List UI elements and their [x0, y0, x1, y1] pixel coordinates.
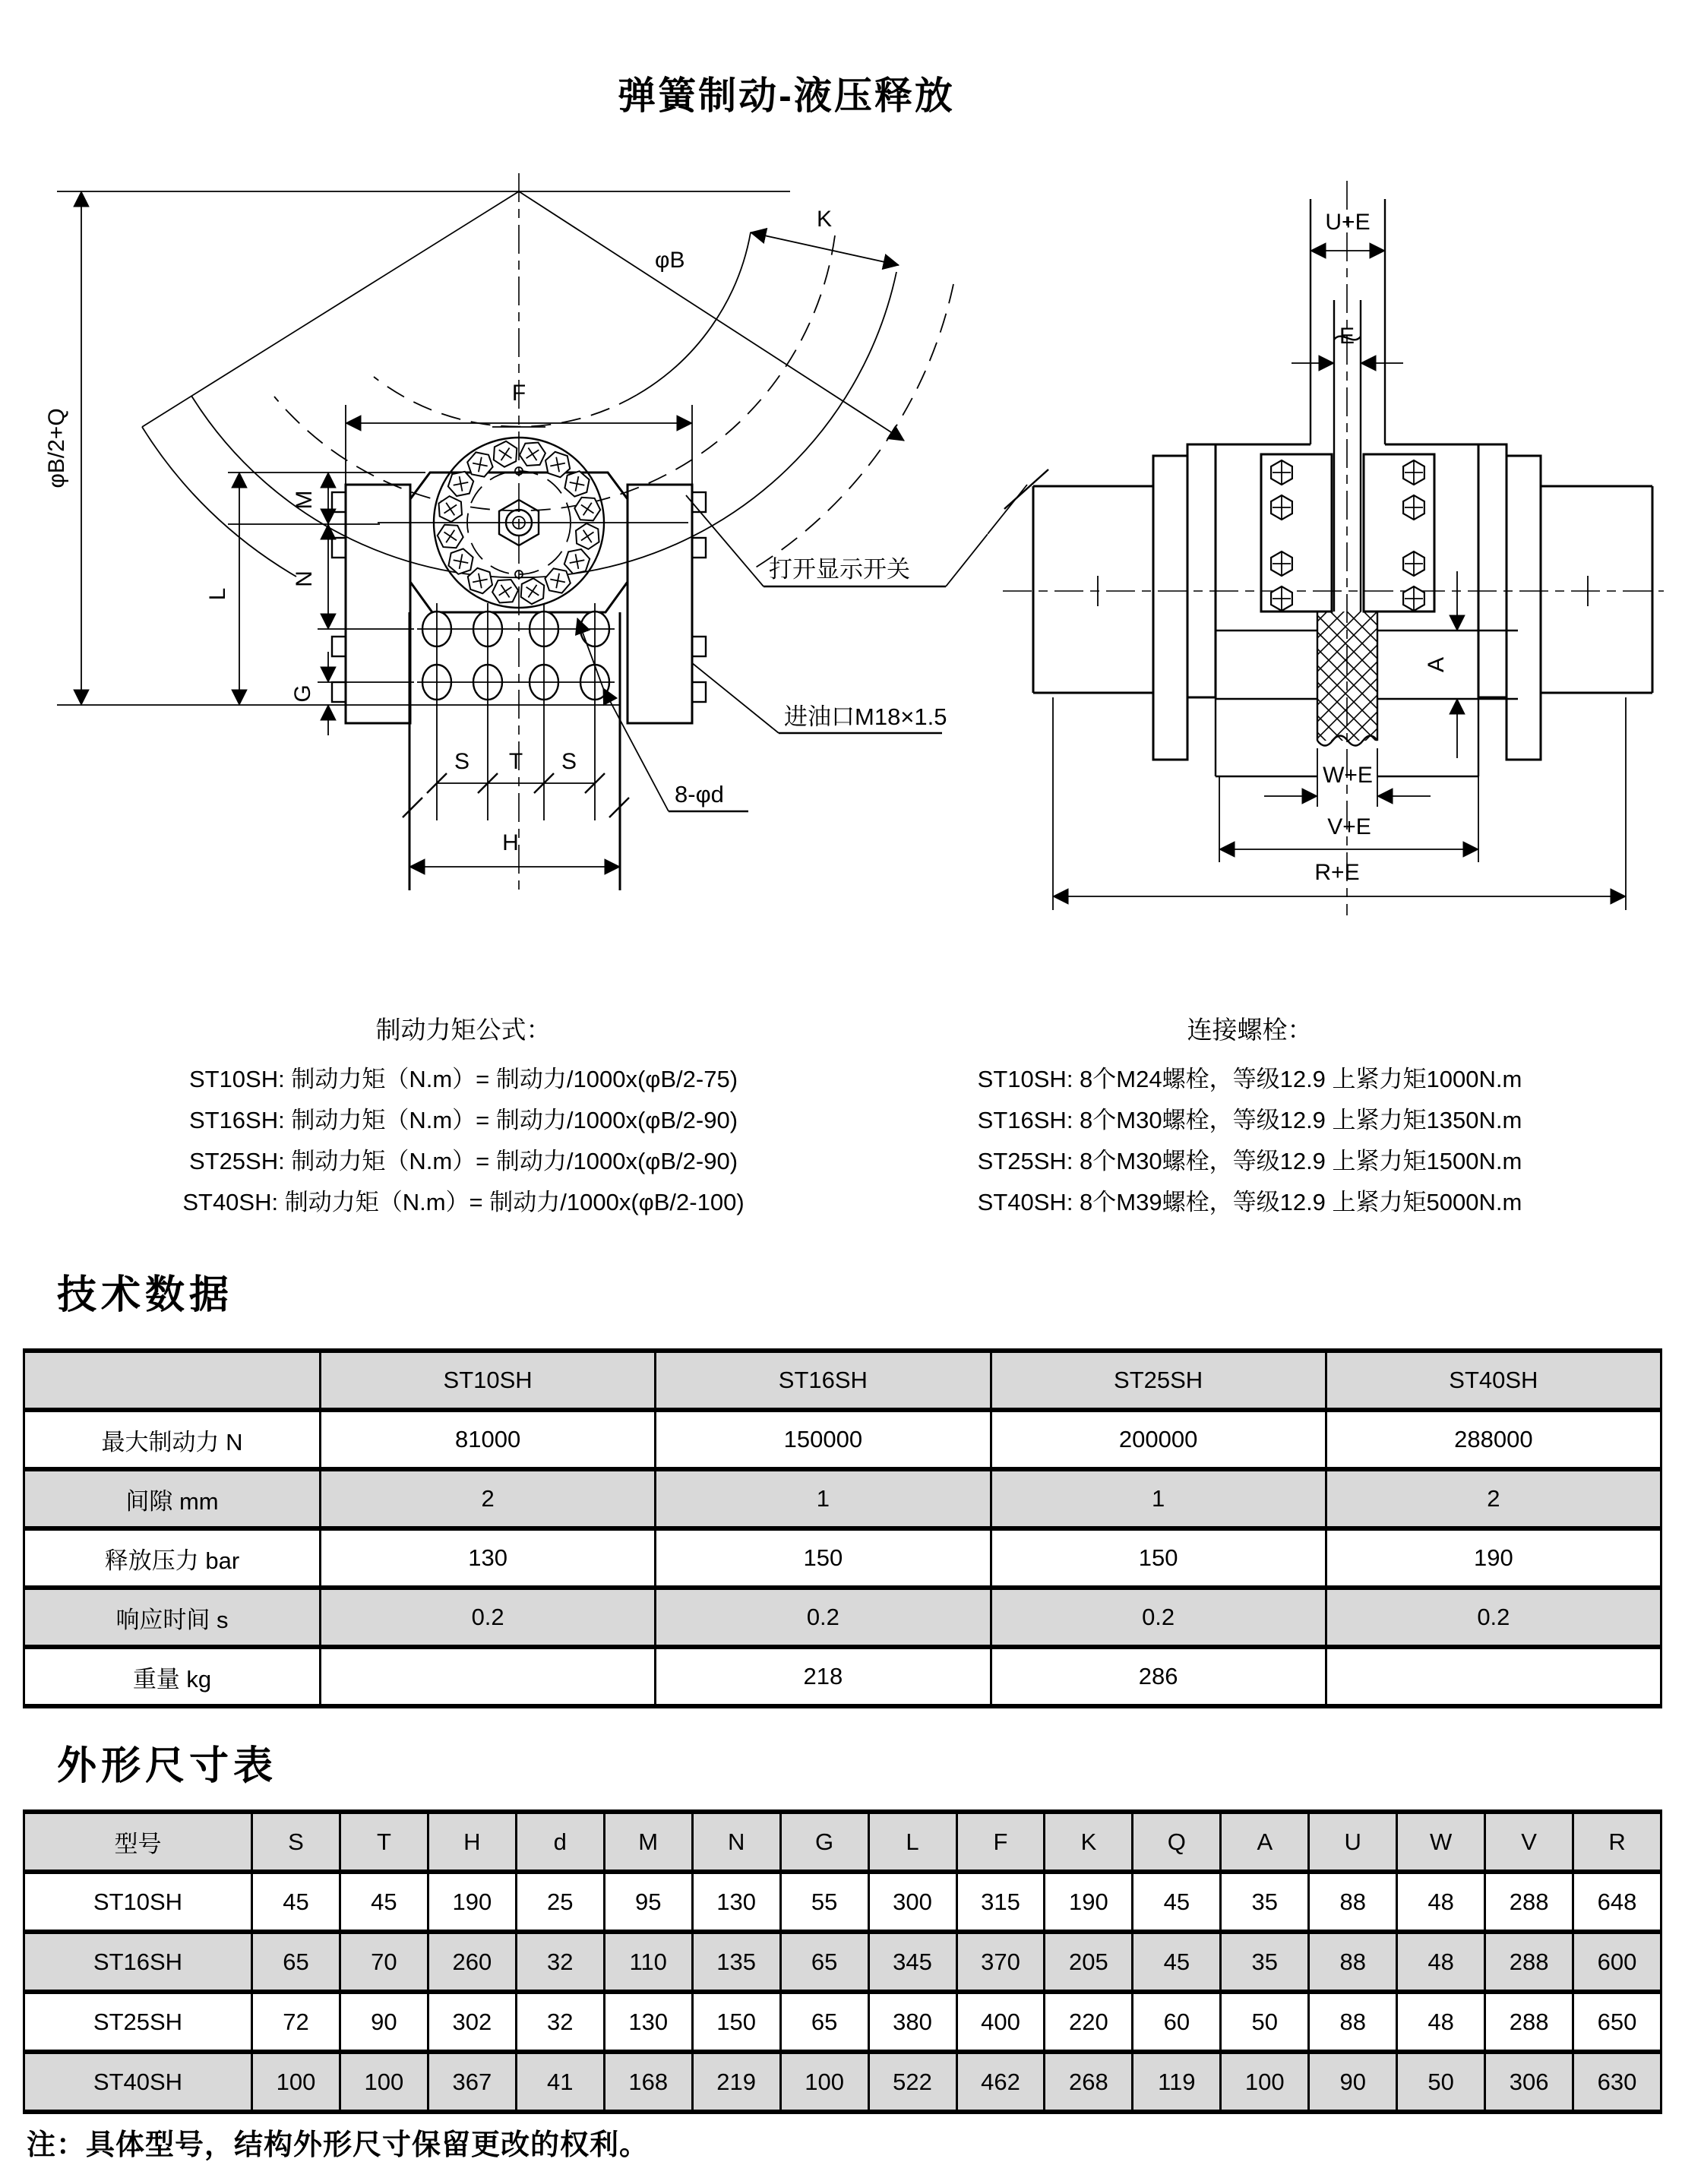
column-header: M — [604, 1812, 692, 1872]
dim-label-L: L — [205, 587, 230, 601]
table-cell: 32 — [516, 1932, 604, 1992]
switch-leader — [988, 469, 1048, 534]
table-cell: 600 — [1573, 1932, 1661, 1992]
column-header: A — [1221, 1812, 1309, 1872]
table-row — [24, 1872, 1661, 1932]
table-cell: 最大制动力 N — [24, 1410, 321, 1469]
table-cell: 0.2 — [321, 1588, 656, 1647]
column-header: R — [1573, 1812, 1661, 1872]
callout-bolt-holes — [577, 618, 748, 811]
header-row — [24, 1812, 1661, 1872]
table-cell: 345 — [868, 1932, 956, 1992]
torque-formula-line: ST40SH: 制动力矩（N.m）= 制动力/1000x(φB/2-100) — [182, 1189, 745, 1215]
table-cell: 55 — [780, 1872, 868, 1932]
table-cell: 200000 — [991, 1410, 1326, 1469]
table-cell: 150 — [692, 1992, 780, 2052]
dim-label-VE: V+E — [1327, 814, 1371, 839]
table-cell: 380 — [868, 1992, 956, 2052]
table-cell: 88 — [1309, 1932, 1397, 1992]
page-title: 弹簧制动-液压释放 — [618, 74, 955, 117]
disc-section-hatched — [1317, 612, 1377, 746]
table-cell: 150000 — [656, 1410, 991, 1469]
table-cell: 648 — [1573, 1872, 1661, 1932]
table-cell: 260 — [428, 1932, 516, 1992]
table-cell: ST40SH — [24, 2052, 252, 2112]
column-header: L — [868, 1812, 956, 1872]
column-header: ST40SH — [1326, 1351, 1661, 1410]
table-cell: 2 — [1326, 1469, 1661, 1528]
dim-label-H: H — [502, 830, 519, 855]
callout-label-oil-port: 进油口M18×1.5 — [784, 703, 947, 730]
table-cell: 45 — [1133, 1872, 1221, 1932]
table-cell: 630 — [1573, 2052, 1661, 2112]
tech-data-table — [23, 1348, 1662, 1708]
table-cell: 220 — [1045, 1992, 1133, 2052]
table-cell: 286 — [991, 1647, 1326, 1706]
table-cell: 130 — [604, 1992, 692, 2052]
table-cell — [1326, 1647, 1661, 1706]
table-cell: 300 — [868, 1872, 956, 1932]
column-header: ST16SH — [656, 1351, 991, 1410]
table-cell: 间隙 mm — [24, 1469, 321, 1528]
table-cell: 1 — [656, 1469, 991, 1528]
callout-switch — [686, 495, 988, 586]
dim-label-A: A — [1424, 656, 1449, 673]
table-cell: 130 — [321, 1528, 656, 1588]
table-cell: 288 — [1485, 1932, 1573, 1992]
table-cell: 48 — [1397, 1932, 1485, 1992]
column-header — [24, 1351, 321, 1410]
dim-label-RE: R+E — [1314, 860, 1360, 885]
table-row — [24, 2052, 1661, 2112]
table-cell: 35 — [1221, 1932, 1309, 1992]
table-cell: 35 — [1221, 1872, 1309, 1932]
table-cell: 25 — [516, 1872, 604, 1932]
mounting-holes — [417, 603, 615, 820]
table-cell: 100 — [340, 2052, 428, 2112]
dimension-H — [409, 830, 620, 867]
table-cell: 110 — [604, 1932, 692, 1992]
table-cell: 462 — [956, 2052, 1045, 2112]
table-cell: 90 — [340, 1992, 428, 2052]
table-cell: 205 — [1045, 1932, 1133, 1992]
table-cell: 0.2 — [991, 1588, 1326, 1647]
table-cell: 72 — [252, 1992, 340, 2052]
dimension-table-heading: 外形尺寸表 — [57, 1744, 278, 1788]
dim-label-S1: S — [454, 749, 470, 774]
dim-label-G: G — [290, 684, 315, 703]
column-header: V — [1485, 1812, 1573, 1872]
side-view-drawing — [988, 160, 1671, 1026]
table-cell: 119 — [1133, 2052, 1221, 2112]
column-header: K — [1045, 1812, 1133, 1872]
table-cell: 168 — [604, 2052, 692, 2112]
column-header: ST10SH — [321, 1351, 656, 1410]
table-cell: 315 — [956, 1872, 1045, 1932]
callout-oil-port — [691, 662, 947, 733]
bolt-spec-block — [885, 1012, 1614, 1223]
dimension-K — [751, 207, 899, 265]
table-cell: 100 — [1221, 2052, 1309, 2112]
footnote: 注：具体型号，结构外形尺寸保留更改的权利。 — [27, 2129, 650, 2161]
table-cell: 60 — [1133, 1992, 1221, 2052]
table-cell: 190 — [1326, 1528, 1661, 1588]
table-cell: 65 — [252, 1932, 340, 1992]
brake-disc-arcs — [142, 191, 953, 577]
table-cell: ST16SH — [24, 1932, 252, 1992]
table-cell: 50 — [1397, 2052, 1485, 2112]
dimension-A — [1424, 571, 1457, 758]
header-row — [24, 1351, 1661, 1410]
dim-label-phiB: φB — [655, 248, 685, 273]
dimension-VE — [1219, 776, 1478, 862]
table-cell: 288 — [1485, 1992, 1573, 2052]
table-row — [24, 1932, 1661, 1992]
dim-label-K: K — [816, 207, 833, 232]
dimension-radius-q — [44, 191, 81, 705]
column-header: 型号 — [24, 1812, 252, 1872]
table-cell: 288 — [1485, 1872, 1573, 1932]
torque-formula-title: 制动力矩公式： — [375, 1016, 552, 1044]
bolt-spec-line: ST25SH: 8个M30螺栓，等级12.9 上紧力矩1500N.m — [977, 1148, 1522, 1174]
table-cell: 2 — [321, 1469, 656, 1528]
dim-label-T: T — [508, 749, 523, 774]
table-cell: 45 — [252, 1872, 340, 1932]
table-cell: 100 — [252, 2052, 340, 2112]
dim-label-UE: U+E — [1325, 210, 1371, 235]
bolt-spec-line: ST16SH: 8个M30螺栓，等级12.9 上紧力矩1350N.m — [977, 1107, 1522, 1133]
table-cell — [321, 1647, 656, 1706]
table-cell: 190 — [1045, 1872, 1133, 1932]
dim-label-M: M — [292, 490, 317, 510]
torque-formula-line: ST16SH: 制动力矩（N.m）= 制动力/1000x(φB/2-90) — [188, 1107, 738, 1133]
table-row — [24, 1410, 1661, 1469]
table-cell: 65 — [780, 1992, 868, 2052]
dim-label-S2: S — [561, 749, 577, 774]
dim-label-F: F — [511, 381, 526, 406]
table-cell: 81000 — [321, 1410, 656, 1469]
dim-label-WE: W+E — [1323, 763, 1373, 788]
column-header: W — [1397, 1812, 1485, 1872]
table-cell: 522 — [868, 2052, 956, 2112]
table-row — [24, 1992, 1661, 2052]
table-cell: 306 — [1485, 2052, 1573, 2112]
table-row — [24, 1588, 1661, 1647]
table-cell: 0.2 — [656, 1588, 991, 1647]
table-cell: 219 — [692, 2052, 780, 2112]
table-cell: 370 — [956, 1932, 1045, 1992]
table-cell: 400 — [956, 1992, 1045, 2052]
table-cell: 218 — [656, 1647, 991, 1706]
table-cell: 130 — [692, 1872, 780, 1932]
table-cell: 0.2 — [1326, 1588, 1661, 1647]
table-cell: 150 — [991, 1528, 1326, 1588]
column-header: U — [1309, 1812, 1397, 1872]
bolt-spec-line: ST10SH: 8个M24螺栓，等级12.9 上紧力矩1000N.m — [977, 1066, 1522, 1092]
table-cell: 367 — [428, 2052, 516, 2112]
dimension-table — [23, 1809, 1662, 2114]
table-cell: 重量 kg — [24, 1647, 321, 1706]
table-cell: 135 — [692, 1932, 780, 1992]
column-header: d — [516, 1812, 604, 1872]
column-header: ST25SH — [991, 1351, 1326, 1410]
table-cell: 88 — [1309, 1992, 1397, 2052]
torque-formula-line: ST10SH: 制动力矩（N.m）= 制动力/1000x(φB/2-75) — [188, 1066, 738, 1092]
table-cell: 88 — [1309, 1872, 1397, 1932]
bolt-spec-line: ST40SH: 8个M39螺栓，等级12.9 上紧力矩5000N.m — [977, 1189, 1522, 1215]
table-cell: 1 — [991, 1469, 1326, 1528]
table-cell: 70 — [340, 1932, 428, 1992]
column-header: Q — [1133, 1812, 1221, 1872]
dimension-LMNG — [205, 473, 425, 735]
callout-label-bolt-holes: 8-φd — [675, 781, 724, 808]
table-cell: 48 — [1397, 1992, 1485, 2052]
table-row — [24, 1469, 1661, 1528]
column-header: S — [252, 1812, 340, 1872]
torque-formula-block — [114, 1012, 813, 1223]
table-cell: 32 — [516, 1992, 604, 2052]
table-cell: 100 — [780, 2052, 868, 2112]
dimension-UE — [1311, 210, 1385, 251]
table-cell: 288000 — [1326, 1410, 1661, 1469]
table-cell: 268 — [1045, 2052, 1133, 2112]
table-cell: 响应时间 s — [24, 1588, 321, 1647]
table-cell: 50 — [1221, 1992, 1309, 2052]
front-view-drawing — [30, 160, 988, 1026]
tech-data-heading: 技术数据 — [57, 1273, 234, 1317]
table-cell: 65 — [780, 1932, 868, 1992]
table-cell: 45 — [1133, 1932, 1221, 1992]
table-cell: 48 — [1397, 1872, 1485, 1932]
table-cell: 41 — [516, 2052, 604, 2112]
table-cell: ST25SH — [24, 1992, 252, 2052]
table-row — [24, 1647, 1661, 1706]
column-header: N — [692, 1812, 780, 1872]
dim-label-E: E — [1339, 324, 1355, 349]
table-cell: 190 — [428, 1872, 516, 1932]
torque-formula-line: ST25SH: 制动力矩（N.m）= 制动力/1000x(φB/2-90) — [188, 1148, 738, 1174]
table-row — [24, 1528, 1661, 1588]
dim-label-radius-q: φB/2+Q — [44, 408, 69, 488]
column-header: F — [956, 1812, 1045, 1872]
callout-label-switch: 打开显示开关 — [769, 556, 910, 583]
column-header: T — [340, 1812, 428, 1872]
table-cell: 释放压力 bar — [24, 1528, 321, 1588]
table-cell: 90 — [1309, 2052, 1397, 2112]
bolt-spec-title: 连接螺栓： — [1187, 1016, 1313, 1044]
column-header: G — [780, 1812, 868, 1872]
table-cell: 302 — [428, 1992, 516, 2052]
table-cell: 650 — [1573, 1992, 1661, 2052]
table-cell: 45 — [340, 1872, 428, 1932]
disc-column — [1311, 199, 1385, 612]
dim-label-N: N — [292, 570, 317, 587]
pad-bolts — [1271, 460, 1424, 611]
table-cell: ST10SH — [24, 1872, 252, 1932]
table-cell: 150 — [656, 1528, 991, 1588]
table-cell: 95 — [604, 1872, 692, 1932]
column-header: H — [428, 1812, 516, 1872]
